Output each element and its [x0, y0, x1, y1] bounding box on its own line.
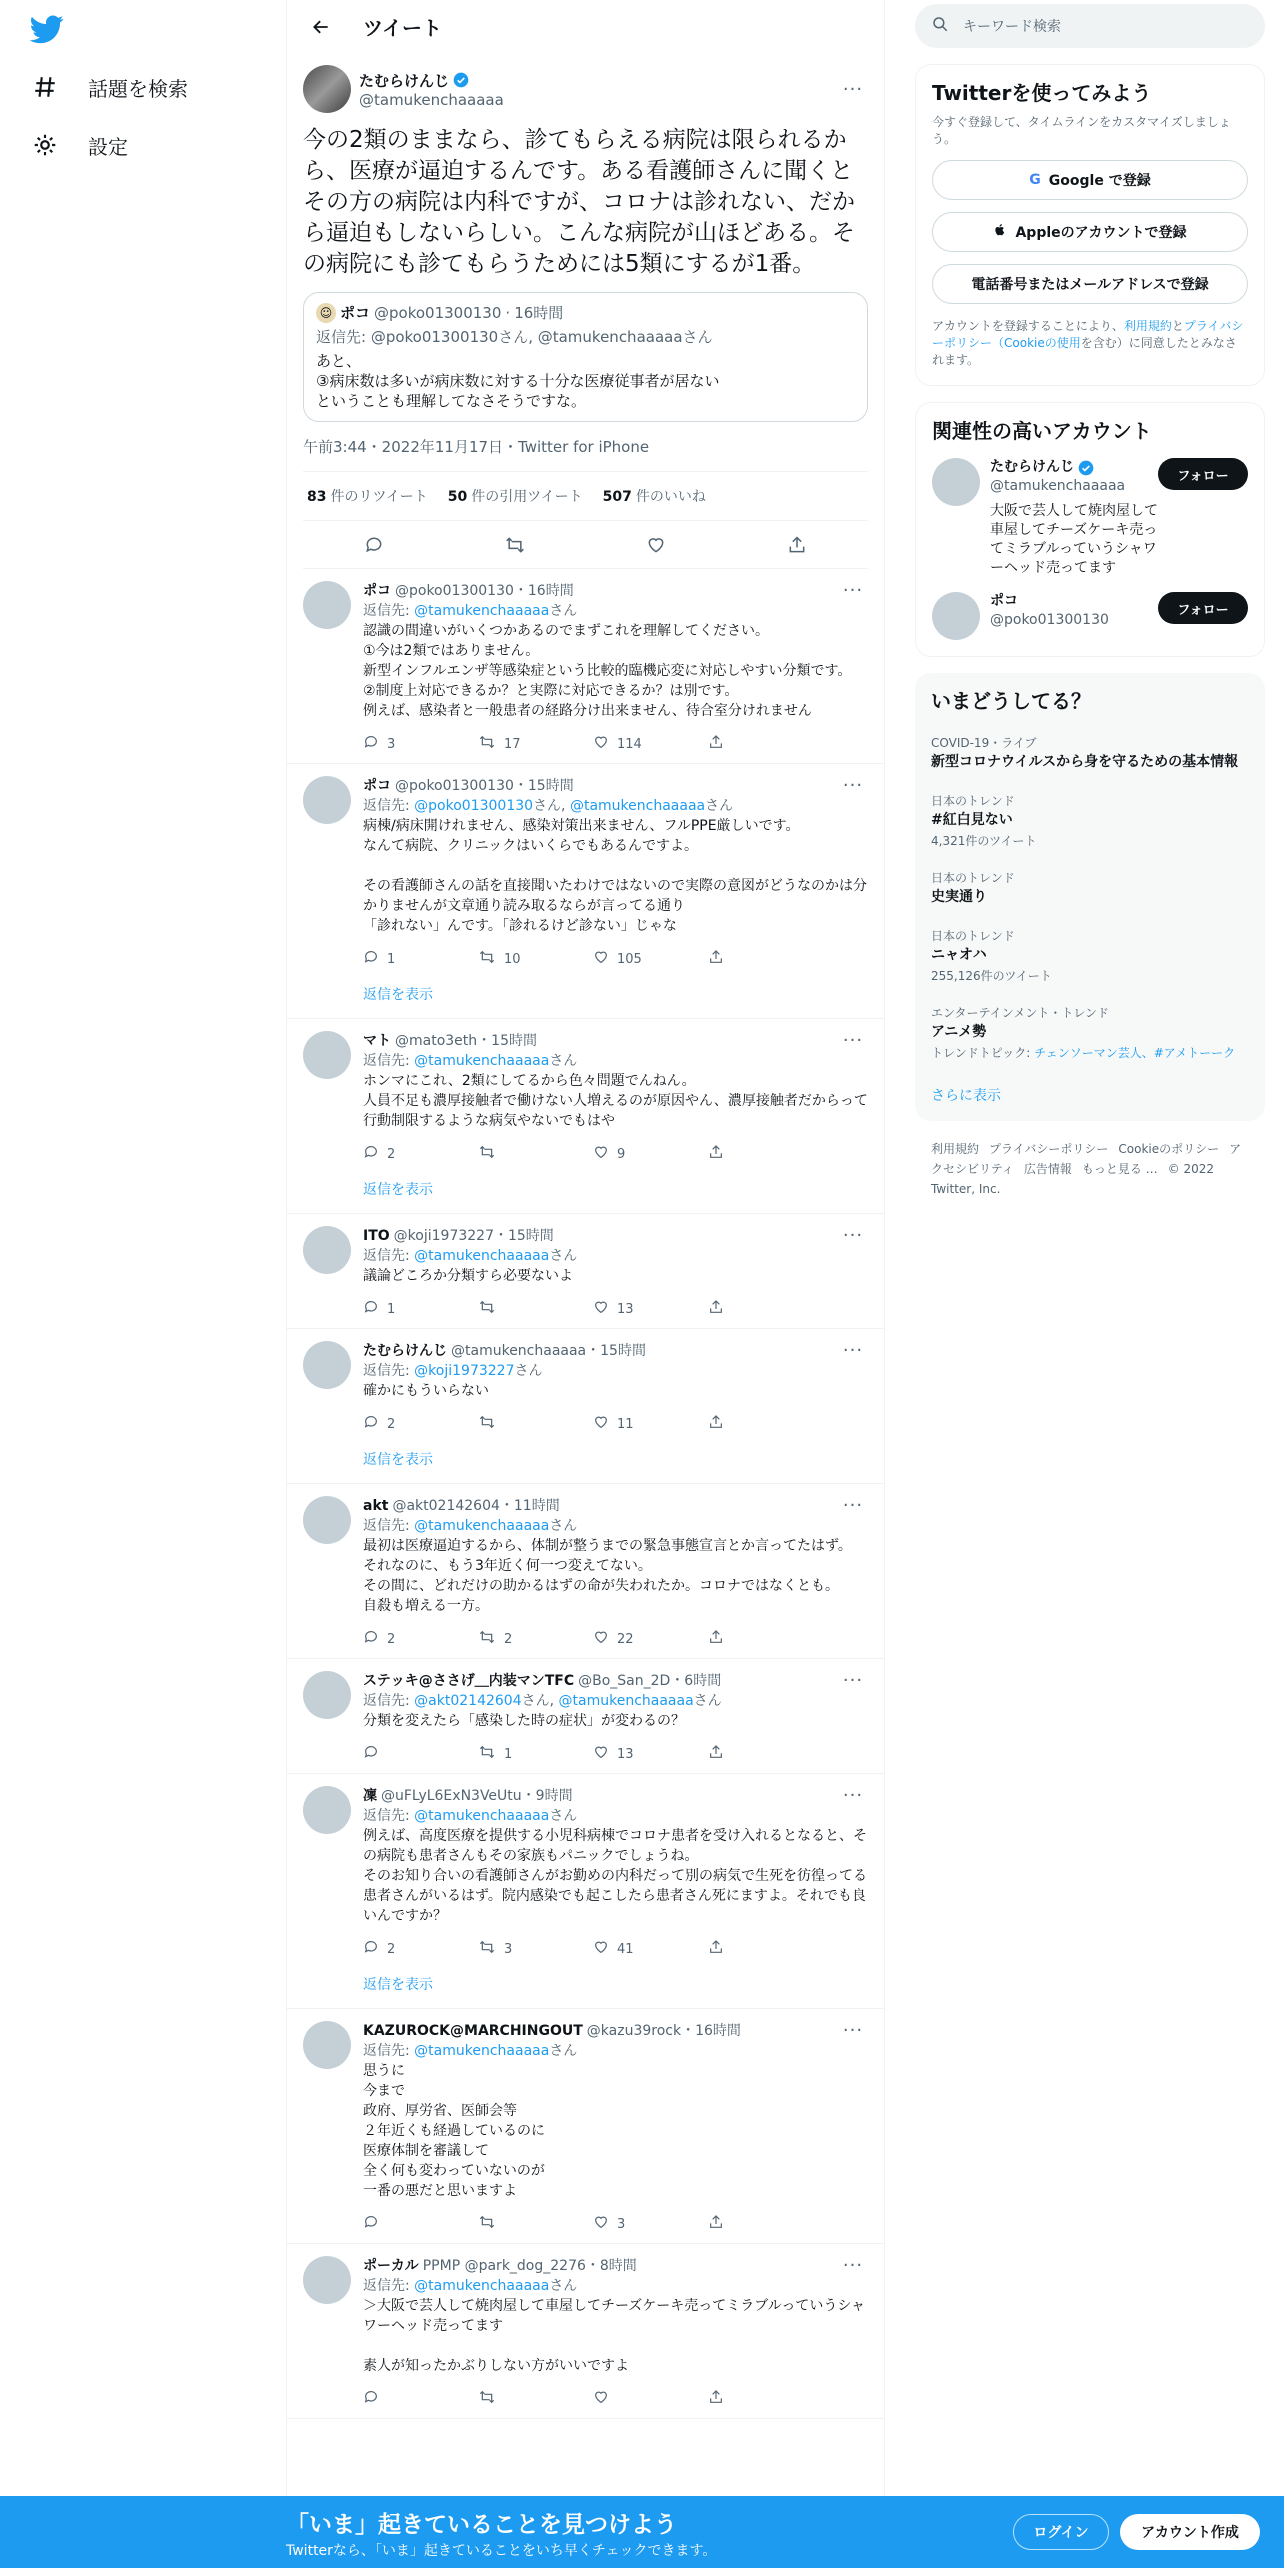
like-button[interactable]: 22 [593, 1629, 708, 1652]
share-button[interactable] [708, 2389, 823, 2412]
reply-actions [363, 1737, 868, 1773]
main-column [286, 0, 885, 2568]
like-icon [593, 2389, 609, 2412]
more-options-icon[interactable]: ··· [842, 78, 864, 100]
tweet-stats [303, 472, 868, 521]
like-icon[interactable] [638, 527, 674, 563]
nav-explore-label: 話題を検索 [88, 76, 188, 101]
reply-text: ホンマにこれ、2類にしてるから色々問題でんねん。 人員不足も濃厚接触者で働けない人増えるのが原因やん、濃厚接触者だからって行動制限するような病気やないでもはや [363, 1073, 868, 1129]
bottombar-headline: 「いま」起きていることを見つけよう [286, 2512, 677, 2538]
reply-author-name[interactable]: KAZUROCK@MARCHINGOUT [363, 2023, 583, 2039]
more-options-icon[interactable]: ··· [842, 2020, 864, 2041]
mention-link[interactable]: @tamukenchaaaaa [414, 2278, 550, 2294]
like-stat[interactable]: 507 件のいいね [602, 489, 706, 505]
trend-item[interactable] [931, 734, 1249, 772]
share-button[interactable] [708, 1629, 823, 1652]
reply-to: 返信先: @koji1973227さん [363, 1363, 543, 1379]
reply-author-name[interactable]: 凜 [363, 1788, 377, 1804]
reply-tweet[interactable] [287, 1659, 884, 1773]
reply-thread [287, 569, 884, 764]
share-icon [708, 1299, 724, 1322]
retweet-icon [478, 1629, 496, 1652]
reply-author-handle: @tamukenchaaaaa・15時間 [451, 1343, 646, 1359]
like-button[interactable]: 41 [593, 1939, 708, 1962]
apple-signup-button[interactable]: Appleのアカウントで登録 [932, 212, 1248, 252]
share-button[interactable] [708, 1414, 823, 1437]
quote-stat[interactable]: 50 件の引用ツイート [447, 489, 583, 505]
reply-icon [363, 1144, 379, 1167]
author-handle[interactable]: @tamukenchaaaaa [359, 90, 504, 109]
reply-thread [287, 764, 884, 1019]
reply-to: 返信先: @tamukenchaaaaaさん [363, 1808, 578, 1824]
quote-time: 16時間 [514, 304, 564, 322]
reply-text: 認識の間違いがいくつかあるのでまずこれを理解してください。 ①今は2類ではありません。 新型インフルエンザ等感染症という比較的臨機応変に対応しやすい分類です。 ②制度上対応できるか？と実際に対応できるか？は別です。 例えば、感染者と一般患者の経路分け出来ません、待合室分けれません [363, 623, 852, 719]
trend-title: アニメ勢 [931, 1024, 987, 1040]
reply-button[interactable]: 3 [363, 734, 478, 757]
footer-links [915, 1139, 1265, 1199]
footer-link[interactable]: 利用規約 [931, 1142, 980, 1156]
reply-button[interactable]: 2 [363, 1939, 478, 1962]
more-options-icon[interactable]: ··· [842, 1495, 864, 1516]
show-replies-link[interactable]: 返信を表示 [287, 978, 884, 1019]
like-button[interactable]: 3 [593, 2214, 708, 2237]
like-icon [593, 949, 609, 972]
tweet-text: 今の2類のままなら、診てもらえる病院は限られるから、医療が逼迫するんです。ある看護師さんに聞くとその方の病院は内科ですが、コロナは診れない、だから逼迫もしないらしい。こんな病院が山ほどある。その病院にも診てもらうためには5類にするが1番。 [303, 127, 855, 277]
left-nav [0, 0, 286, 2568]
signup-sub: 今すぐ登録して、タイムラインをカスタマイズしましょう。 [932, 115, 1231, 146]
trend-topic-link[interactable]: チェンソーマン芸人、#アメトーーク [1034, 1046, 1236, 1060]
reply-button[interactable]: 2 [363, 1629, 478, 1652]
reply-text: 分類を変えたら「感染した時の症状」が変わるの？ [363, 1713, 685, 1729]
reply-to: 返信先: @tamukenchaaaaaさん [363, 2043, 578, 2059]
more-options-icon[interactable]: ··· [842, 775, 864, 796]
reply-actions [363, 1137, 868, 1173]
show-replies-link[interactable]: 返信を表示 [287, 1968, 884, 2009]
mention-link[interactable]: @tamukenchaaaaa [414, 1248, 550, 1264]
reply-actions [363, 2207, 868, 2243]
trend-context: エンターテインメント・トレンド [931, 1006, 1110, 1020]
verified-badge-icon [1078, 460, 1094, 476]
reply-icon [363, 734, 379, 757]
mention-link[interactable]: @tamukenchaaaaa [414, 1808, 550, 1824]
hashtag-icon [30, 72, 60, 102]
reply-author-handle: @poko01300130・16時間 [395, 583, 574, 599]
retweet-icon[interactable] [497, 527, 533, 563]
nav-settings-label: 設定 [88, 134, 128, 159]
reply-author-name[interactable]: たむらけんじ [363, 1343, 447, 1359]
reply-to: 返信先: @tamukenchaaaaaさん [363, 603, 578, 619]
reply-to: 返信先: @tamukenchaaaaaさん [363, 1248, 578, 1264]
show-more-link[interactable]: さらに表示 [931, 1088, 1001, 1104]
avatar[interactable] [303, 2021, 351, 2069]
reply-text: 例えば、高度医療を提供する小児科病棟でコロナ患者を受け入れるとなると、その病院も患者さんもその家族もパニックでしょうね。 そのお知り合いの看護師さんがお勤めの内科だって別の病気で生死を彷徨ってる患者さんがいるはず。院内感染でも起こしたら患者さん死にますよ。それでも良いんですか？ [363, 1828, 867, 1924]
share-button[interactable] [708, 2214, 823, 2237]
like-button[interactable]: 11 [593, 1414, 708, 1437]
reply-button[interactable]: 2 [363, 1144, 478, 1167]
reply-text: 思うに 今まで 政府、厚労省、医師会等 ２年近くも経過しているのに 医療体制を審議して 全く何も変わっていないのが 一番の悪だと思いますよ [363, 2063, 545, 2199]
search-box[interactable] [915, 4, 1265, 48]
like-icon [593, 1744, 609, 1767]
search-input[interactable]: キーワード検索 [963, 19, 1061, 35]
reply-text: ＞大阪で芸人して焼肉屋して車屋してチーズケーキ売ってミラブルっていうシャワーヘッド売ってます 素人が知ったかぶりしない方がいいですよ [363, 2298, 866, 2374]
like-button[interactable] [593, 2389, 708, 2412]
more-options-icon[interactable]: ··· [842, 1670, 864, 1691]
reply-text: 病棟/病床開けれません、感染対策出来ません、フルPPE厳しいです。 なんて病院、クリニックはいくらでもあるんですよ。 その看護師さんの話を直接聞いたわけではないので実際の意図がどうなのかは分かりませんが文章通り読み取るならが言ってる通り 「診れない」んです。「診れるけど診ない」じゃな [363, 818, 867, 934]
author-name[interactable]: たむらけんじ [359, 71, 450, 90]
retweet-icon [478, 2389, 496, 2412]
reply-icon [363, 1629, 379, 1652]
reply-author-name[interactable]: ステッキ@ささげ＿内装マンTFC [363, 1673, 575, 1689]
related-title: 関連性の高いアカウント [932, 419, 1152, 443]
back-arrow-icon[interactable] [303, 9, 339, 45]
quote-reply-to: 返信先: @poko01300130さん, @tamukenchaaaaaさん [316, 328, 713, 346]
retweet-button[interactable] [478, 1299, 593, 1322]
trend-item[interactable] [931, 927, 1249, 984]
retweet-button[interactable]: 10 [478, 949, 593, 972]
share-icon [708, 1744, 724, 1767]
like-icon [593, 1144, 609, 1167]
reply-icon [363, 1939, 379, 1962]
related-account[interactable]: ポコ @poko01300130 フォロー [932, 592, 1248, 640]
reply-text: 議論どころか分類すら必要ないよ [363, 1268, 573, 1284]
reply-actions [363, 727, 868, 763]
trend-count: 255,126件のツイート [931, 969, 1052, 983]
retweet-icon [478, 1299, 496, 1322]
reply-icon[interactable] [356, 527, 392, 563]
like-icon [593, 2214, 609, 2237]
reply-button[interactable]: 2 [363, 1414, 478, 1437]
reply-author-handle: @kazu39rock・16時間 [586, 2023, 741, 2039]
reply-thread [287, 1019, 884, 1214]
retweet-button[interactable]: 17 [478, 734, 593, 757]
reply-thread [287, 1329, 884, 1484]
retweet-icon [478, 1744, 496, 1767]
trend-title: 史実通り [931, 889, 987, 905]
like-button[interactable]: 105 [593, 949, 708, 972]
trends-title: いまどうしてる？ [931, 689, 1091, 713]
avatar[interactable] [303, 1226, 351, 1274]
main-header [287, 0, 884, 53]
share-icon [708, 734, 724, 757]
bottom-signup-bar [0, 2496, 1284, 2568]
mention-link[interactable]: @tamukenchaaaaa [414, 1053, 550, 1069]
phone-email-signup-button[interactable]: 電話番号またはメールアドレスで登録 [932, 264, 1248, 304]
reply-thread [287, 1484, 884, 1659]
like-button[interactable]: 114 [593, 734, 708, 757]
mention-link[interactable]: @tamukenchaaaaa [414, 2043, 550, 2059]
trend-title: ニャオハ [931, 947, 987, 963]
retweet-icon [478, 2214, 496, 2237]
share-icon [708, 1629, 724, 1652]
mention-link[interactable]: @tamukenchaaaaa [569, 798, 706, 814]
twitter-logo-icon[interactable] [30, 12, 70, 52]
apple-icon [993, 222, 1007, 242]
signup-card [915, 64, 1265, 386]
reply-author-handle: @poko01300130・15時間 [395, 778, 574, 794]
reply-author-name[interactable]: akt [363, 1498, 389, 1514]
reply-actions [363, 2382, 868, 2418]
retweet-icon [478, 949, 496, 972]
reply-thread [287, 1774, 884, 2009]
google-icon: G [1029, 172, 1041, 188]
reply-thread [287, 2244, 884, 2419]
retweet-button[interactable] [478, 1414, 593, 1437]
retweet-icon [478, 734, 496, 757]
reply-actions [363, 1292, 868, 1328]
reply-button[interactable]: 1 [363, 949, 478, 972]
avatar[interactable] [932, 592, 980, 640]
retweet-icon [478, 1414, 496, 1437]
reply-to: 返信先: @tamukenchaaaaaさん [363, 2278, 578, 2294]
reply-to: 返信先: @akt02142604さん, @tamukenchaaaaaさん [363, 1693, 722, 1709]
retweet-button[interactable] [478, 1144, 593, 1167]
retweet-button[interactable] [478, 2214, 593, 2237]
trend-item[interactable] [931, 1004, 1249, 1061]
login-button[interactable]: ログイン [1013, 2514, 1109, 2550]
like-button[interactable]: 9 [593, 1144, 708, 1167]
reply-author-name[interactable]: ITO [363, 1228, 390, 1244]
search-icon [931, 15, 949, 37]
reply-author-handle: @uFLyL6ExN3VeUtu・9時間 [381, 1788, 573, 1804]
like-button[interactable]: 13 [593, 1744, 708, 1767]
nav-settings[interactable] [30, 120, 128, 170]
like-icon [593, 1939, 609, 1962]
reply-author-handle: @akt02142604・11時間 [392, 1498, 560, 1514]
reply-tweet[interactable] [287, 569, 884, 763]
share-icon[interactable] [779, 527, 815, 563]
signup-terms: アカウントを登録することにより、利用規約とプライバシーポリシー（Cookieの使用を含む）に同意したとみなされます。 [932, 319, 1244, 367]
trend-item[interactable] [931, 792, 1249, 849]
mention-link[interactable]: @tamukenchaaaaa [414, 603, 550, 619]
share-icon [708, 1939, 724, 1962]
related-accounts-card [915, 402, 1265, 657]
footer-link[interactable]: © 2022 Twitter, Inc. [931, 1162, 1215, 1196]
mention-link[interactable]: @koji1973227 [414, 1363, 515, 1379]
page-title: ツイート [363, 16, 442, 40]
reply-text: 最初は医療逼迫するから、体制が整うまでの緊急事態宣言とか言ってたはず。 それなのに、もう3年近く何一つ変えてない。 その間に、どれだけの助かるはずの命が失われたか。コロナではなくとも。 自殺も増える一方。 [363, 1538, 852, 1614]
trend-context: COVID-19・ライブ [931, 736, 1037, 750]
reply-button[interactable] [363, 1744, 478, 1767]
footer-link[interactable]: 広告情報 [1023, 1162, 1072, 1176]
footer-link[interactable]: Cookieのポリシー [1118, 1142, 1220, 1156]
share-icon [708, 1144, 724, 1167]
quote-author-handle: @poko01300130 [374, 304, 502, 322]
avatar[interactable] [303, 2256, 351, 2304]
follow-button[interactable]: フォロー [1158, 592, 1248, 624]
reply-to: 返信先: @poko01300130さん, @tamukenchaaaaaさん [363, 798, 734, 814]
reply-author-name[interactable]: ポコ [363, 778, 391, 794]
focal-tweet [287, 53, 884, 569]
reply-tweet[interactable] [287, 764, 884, 978]
share-icon [708, 1414, 724, 1437]
retweet-button[interactable] [478, 2389, 593, 2412]
reply-icon [363, 2389, 379, 2412]
trend-title: #紅白見ない [931, 812, 1013, 828]
reply-actions [363, 1622, 868, 1658]
footer-link[interactable]: もっと見る … [1081, 1162, 1158, 1176]
quoted-tweet[interactable]: ☺ ポコ @poko01300130 · 16時間 返信先: @poko01300130さん, @tamukenchaaaaaさん あと、 ③病床数は多いが病床数に対する十分な医療従事者が居ない ということも理解してなさそうですな。 [303, 292, 868, 422]
reply-thread [287, 1214, 884, 1329]
signup-title: Twitterを使ってみよう [932, 81, 1152, 105]
terms-link[interactable]: 利用規約 [1123, 319, 1172, 333]
reply-actions [363, 1932, 868, 1968]
reply-to: 返信先: @tamukenchaaaaaさん [363, 1518, 578, 1534]
more-options-icon[interactable]: ··· [842, 1225, 864, 1246]
reply-author-handle: PPMP @park_dog_2276・8時間 [422, 2258, 637, 2274]
show-replies-link[interactable]: 返信を表示 [287, 1173, 884, 1214]
reply-icon [363, 949, 379, 972]
reply-icon [363, 2214, 379, 2237]
share-icon [708, 2214, 724, 2237]
show-replies-link[interactable]: 返信を表示 [287, 1443, 884, 1484]
footer-link[interactable]: プライバシーポリシー [989, 1142, 1109, 1156]
right-sidebar [915, 0, 1265, 1199]
reply-author-name[interactable]: ポーカル [363, 2258, 419, 2274]
footer-link[interactable]: アクセシビリティ [931, 1142, 1242, 1176]
share-button[interactable] [708, 1144, 823, 1167]
quote-author-name: ポコ [340, 304, 371, 322]
reply-author-name[interactable]: ポコ [363, 583, 391, 599]
reply-icon [363, 1414, 379, 1437]
reply-text: 確かにもういらない [363, 1383, 489, 1399]
reply-tweet[interactable] [287, 1329, 884, 1443]
privacy-link[interactable]: プライバシーポリシー（Cookieの使用 [932, 319, 1244, 350]
reply-button[interactable] [363, 2389, 478, 2412]
reply-thread [287, 2009, 884, 2244]
retweet-button[interactable]: 1 [478, 1744, 593, 1767]
related-account[interactable]: たむらけんじ @tamukenchaaaaa 大阪で芸人して焼肉屋して車屋してチーズケーキ売ってミラブルっていうシャワーヘッド売ってます フォロー [932, 458, 1248, 578]
trend-context: 日本のトレンド [931, 794, 1015, 808]
account-bio: 大阪で芸人して焼肉屋して車屋してチーズケーキ売ってミラブルっていうシャワーヘッド売ってます [990, 503, 1158, 576]
mention-link[interactable]: @tamukenchaaaaa [414, 1518, 550, 1534]
reply-button[interactable]: 1 [363, 1299, 478, 1322]
reply-button[interactable] [363, 2214, 478, 2237]
reply-author-handle: @mato3eth・15時間 [395, 1033, 537, 1049]
google-signup-button[interactable]: G Google で登録 [932, 160, 1248, 200]
nav-explore[interactable] [30, 62, 188, 112]
reply-thread [287, 1659, 884, 1774]
like-icon [593, 1629, 609, 1652]
like-icon [593, 1299, 609, 1322]
retweet-stat[interactable]: 83 件のリツイート [307, 489, 428, 505]
avatar[interactable] [303, 1671, 351, 1719]
avatar[interactable] [303, 1341, 351, 1389]
mention-link[interactable]: @poko01300130 [414, 798, 534, 814]
signup-button[interactable]: アカウント作成 [1120, 2514, 1260, 2550]
reply-tweet[interactable] [287, 2244, 884, 2418]
trend-count: トレンドトピック: チェンソーマン芸人、#アメトーーク [931, 1046, 1236, 1060]
reply-author-handle: @koji1973227・15時間 [393, 1228, 554, 1244]
reply-tweet[interactable] [287, 1774, 884, 1968]
more-options-icon[interactable]: ··· [842, 1340, 864, 1361]
replies-list [287, 569, 884, 2419]
tweet-meta[interactable]: 午前3:44・2022年11月17日・Twitter for iPhone [303, 436, 868, 472]
reply-to: 返信先: @tamukenchaaaaaさん [363, 1053, 578, 1069]
mention-link[interactable]: @akt02142604 [414, 1693, 522, 1709]
reply-icon [363, 1299, 379, 1322]
share-button[interactable] [708, 949, 823, 972]
trend-context: 日本のトレンド [931, 929, 1015, 943]
share-icon [708, 949, 724, 972]
trends-card [915, 673, 1265, 1121]
retweet-icon [478, 1939, 496, 1962]
more-options-icon[interactable]: ··· [842, 2255, 864, 2276]
gear-icon [30, 130, 60, 160]
reply-actions [363, 942, 868, 978]
avatar[interactable] [303, 65, 351, 113]
like-button[interactable]: 13 [593, 1299, 708, 1322]
avatar[interactable] [303, 776, 351, 824]
share-button[interactable] [708, 734, 823, 757]
reply-tweet[interactable] [287, 2009, 884, 2243]
avatar[interactable] [303, 581, 351, 629]
reply-tweet[interactable] [287, 1019, 884, 1173]
mention-link[interactable]: @tamukenchaaaaa [558, 1693, 694, 1709]
tweet-actions [303, 521, 868, 569]
trend-title: 新型コロナウイルスから身を守るための基本情報 [931, 754, 1239, 770]
retweet-icon [478, 1144, 496, 1167]
retweet-button[interactable]: 2 [478, 1629, 593, 1652]
more-options-icon[interactable]: ··· [842, 1785, 864, 1806]
quote-body: あと、 ③病床数は多いが病床数に対する十分な医療従事者が居ない ということも理解してなさそうですな。 [316, 352, 720, 410]
avatar[interactable] [303, 1031, 351, 1079]
share-icon [708, 2389, 724, 2412]
reply-tweet[interactable] [287, 1484, 884, 1658]
retweet-button[interactable]: 3 [478, 1939, 593, 1962]
follow-button[interactable]: フォロー [1158, 458, 1248, 490]
verified-badge-icon [453, 72, 469, 88]
like-icon [593, 734, 609, 757]
share-button[interactable] [708, 1939, 823, 1962]
avatar[interactable] [303, 1496, 351, 1544]
avatar[interactable] [303, 1786, 351, 1834]
trend-item[interactable] [931, 869, 1249, 907]
trend-count: 4,321件のツイート [931, 834, 1037, 848]
reply-author-name[interactable]: マト [363, 1033, 391, 1049]
trend-context: 日本のトレンド [931, 871, 1015, 885]
reply-tweet[interactable] [287, 1214, 884, 1328]
more-options-icon[interactable]: ··· [842, 1030, 864, 1051]
bottombar-sub: Twitterなら、「いま」起きていることをいち早くチェックできます。 [286, 2543, 717, 2559]
more-options-icon[interactable]: ··· [842, 580, 864, 601]
share-button[interactable] [708, 1744, 823, 1767]
reply-icon [363, 1744, 379, 1767]
quote-avatar: ☺ [316, 303, 336, 323]
avatar[interactable] [932, 458, 980, 506]
like-icon [593, 1414, 609, 1437]
share-button[interactable] [708, 1299, 823, 1322]
reply-author-handle: @Bo_San_2D・6時間 [578, 1673, 722, 1689]
reply-actions [363, 1407, 868, 1443]
